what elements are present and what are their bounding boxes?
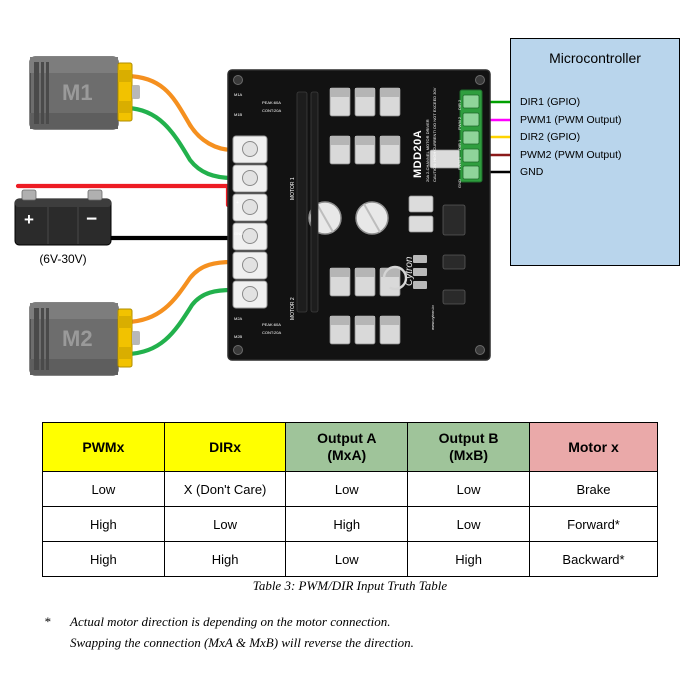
wire-battery-ground [95,196,233,238]
table-header-row [43,423,658,472]
battery-voltage-range: (6V-30V) [39,252,87,266]
microcontroller-title: Microcontroller [549,50,641,66]
header-pwmx-label: PWMx [82,439,125,455]
footnote-marker: * [44,614,51,629]
cell-pwm: Low [43,472,165,507]
board-brand-name: Cytron [404,256,415,286]
board-rating-cont-2: CONT:20A [262,330,282,335]
board-pin-label-pwm1: PWM 1 [457,156,462,170]
cell-output-b: Low [408,472,530,507]
table-row [43,472,658,507]
cell-motor: Forward* [530,507,658,542]
board-label-channel-2: MOTOR 2 [290,297,296,320]
cell-pwm: High [43,507,165,542]
battery-negative-label: − [86,209,98,230]
wire-m1b-green [125,108,233,178]
table-caption: Table 3: PWM/DIR Input Truth Table [252,578,448,593]
board-model-name: MDD20A [412,129,424,178]
header-dirx [164,423,286,472]
footnote-line-2: Swapping the connection (MxA & MxB) will reverse the direction. [70,634,414,650]
board-label-gnd: GND [234,231,243,236]
header-output-b-label: Output B [438,429,499,446]
board-label-m1a: M1A [234,92,243,97]
motor-label-m2: M2 [62,326,93,351]
board-pin-label-gnd: GND [457,179,462,188]
footnote-line-1: Actual motor direction is depending on the motor connection. [70,614,391,629]
board-label-m1b: M1B [234,112,243,117]
truth-table [42,422,658,577]
cell-output-b: High [408,542,530,577]
footnote [44,612,644,654]
cell-dir: X (Don't Care) [164,472,286,507]
signal-label-dir1: DIR1 (GPIO) [520,96,581,108]
header-motor-x [530,423,658,472]
board-label-channel-1: MOTOR 1 [290,177,296,200]
table-row [43,542,658,577]
cell-motor: Backward* [530,542,658,577]
board-model-subtitle: 20A 2-CHANNEL MOTOR DRIVER [425,119,430,182]
board-brand-url: www.cytron.io [430,305,435,330]
board-rating-cont-1: CONT:20A [262,108,282,113]
cell-output-a: Low [286,472,408,507]
header-dirx-label: DIRx [209,439,242,455]
cell-dir: High [164,542,286,577]
signal-label-dir2: DIR2 (GPIO) [520,131,581,143]
cell-pwm: High [43,542,165,577]
cell-output-a: Low [286,542,408,577]
header-output-a [286,423,408,472]
motor-label-m1: M1 [62,80,93,105]
board-rating-peak-2: PEAK:60A [262,322,281,327]
cell-dir: Low [164,507,286,542]
board-pin-label-dir2: DIR 2 [457,99,462,110]
signal-label-gnd: GND [520,166,544,178]
cell-motor: Brake [530,472,658,507]
board-label-m2a: M2A [234,316,243,321]
board-pin-label-pwm2: PWM 2 [457,116,462,130]
board-caution-label: CAUTION: HIGH CURRENT! DO NOT EXCEED 30V [432,87,437,182]
board-pin-label-dir1: DIR 1 [457,139,462,150]
motor-driver-board [228,70,490,360]
header-motor-x-label: Motor x [568,439,619,455]
board-label-m2b: M2B [234,334,243,339]
battery-positive-label: + [24,210,34,229]
header-output-b [408,423,530,472]
cell-output-a: High [286,507,408,542]
signal-label-pwm1: PWM1 (PWM Output) [520,114,622,126]
header-output-a-label: Output A [317,429,377,446]
board-rating-peak-1: PEAK:60A [262,100,281,105]
table-row [43,507,658,542]
signal-label-pwm2: PWM2 (PWM Output) [520,149,622,161]
board-pin-header [460,90,482,182]
header-output-a-sub: (MxA) [327,447,367,463]
board-label-vplus: + [236,200,239,206]
cell-output-b: Low [408,507,530,542]
header-output-b-sub: (MxB) [449,447,489,463]
header-pwmx [43,423,165,472]
